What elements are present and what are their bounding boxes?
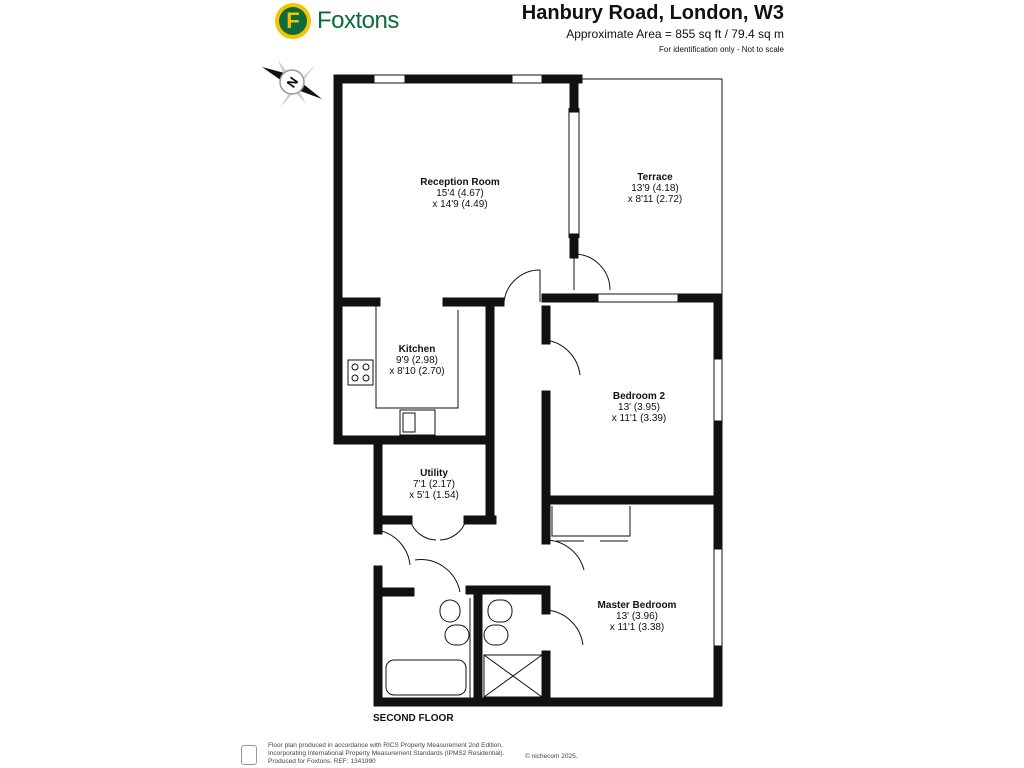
scale-note: For identification only - Not to scale — [659, 45, 784, 54]
room-dimension: 13'9 (4.18) — [631, 183, 679, 194]
room-dimension: x 5'1 (1.54) — [409, 490, 459, 501]
room-label-utility — [384, 468, 484, 501]
room-dimension: x 11'1 (3.39) — [611, 413, 667, 424]
room-label-terrace — [605, 172, 705, 205]
room-name: Reception Room — [420, 177, 500, 188]
property-area: Approximate Area = 855 sq ft / 79.4 sq m — [566, 27, 784, 41]
room-dimension: 15'4 (4.67) — [436, 188, 484, 199]
room-name: Bedroom 2 — [612, 391, 666, 402]
compass-letter: N — [283, 74, 302, 91]
copyright: © nichecom 2025. — [525, 753, 578, 760]
room-dimension: x 11'1 (3.38) — [609, 622, 665, 633]
room-name: Terrace — [637, 172, 673, 183]
footer-line: Incorporating International Property Measurement Standards (IPMS2 Residential). — [268, 750, 505, 757]
room-name: Utility — [420, 468, 448, 479]
room-dimension: x 14'9 (4.49) — [432, 199, 488, 210]
footer-notes — [268, 742, 528, 766]
floor-label: SECOND FLOOR — [373, 713, 454, 724]
room-dimension: 13' (3.95) — [618, 402, 660, 413]
room-dimension: 9'9 (2.98) — [396, 355, 438, 366]
room-label-reception — [405, 177, 515, 210]
room-label-bedroom-2 — [589, 391, 689, 424]
logo-letter: F — [279, 7, 307, 35]
footer-line: Floor plan produced in accordance with RICS Property Measurement 2nd Edition, — [268, 742, 503, 749]
room-dimension: 13' (3.96) — [616, 611, 658, 622]
compass-icon — [262, 60, 322, 108]
footer-line: Produced for Foxtons. REF: 1341990 — [268, 758, 376, 765]
property-title: Hanbury Road, London, W3 — [521, 2, 784, 24]
room-name: Kitchen — [398, 344, 436, 355]
room-label-master-bedroom — [582, 600, 692, 633]
brand-name: Foxtons — [317, 7, 399, 34]
info-icon — [241, 745, 257, 765]
room-dimension: x 8'10 (2.70) — [389, 366, 445, 377]
room-dimension: 7'1 (2.17) — [413, 479, 455, 490]
room-name: Master Bedroom — [597, 600, 677, 611]
room-dimension: x 8'11 (2.72) — [627, 194, 683, 205]
room-label-kitchen — [367, 344, 467, 377]
